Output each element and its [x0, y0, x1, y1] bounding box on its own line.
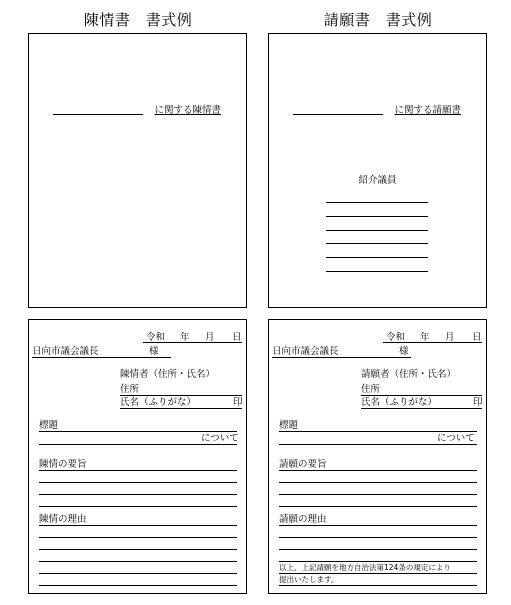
reason-label: 請願の理由 [279, 514, 327, 525]
closing-statement-line2: 提出いたします。 [279, 575, 339, 584]
gist-label: 請願の要旨 [279, 459, 327, 470]
request-example-heading: 請願書 書式例 [323, 11, 433, 29]
reason-line [39, 549, 237, 550]
closing-statement-line1: 以上、上記請願を地方自治法第124条の規定により [279, 563, 451, 572]
reason-line [279, 561, 477, 562]
gist-line [39, 482, 237, 483]
addressee-label: 日向市議会議長 [32, 346, 99, 357]
reason-line [279, 549, 477, 550]
reason-line [39, 537, 237, 538]
request-cover-sheet [268, 33, 487, 308]
name-label: 氏名（ふりがな） [120, 397, 197, 408]
petition-cover-sheet [28, 33, 247, 308]
honorific-label: 様 [149, 346, 159, 357]
reason-line [39, 525, 237, 526]
introducer-signature-line [326, 202, 428, 203]
date-underline [143, 342, 242, 343]
gist-line [279, 470, 477, 471]
date-underline [383, 342, 482, 343]
reason-label: 陳情の理由 [39, 514, 87, 525]
closing-line [279, 585, 477, 586]
reason-line [279, 525, 477, 526]
title-blank-line [53, 114, 143, 115]
day-label: 日 [232, 332, 242, 343]
seal-label: 印 [233, 397, 243, 408]
gist-line [39, 494, 237, 495]
introducer-signature-line [326, 216, 428, 217]
seal-label: 印 [473, 397, 483, 408]
year-label: 年 [420, 332, 430, 343]
gist-label: 陳情の要旨 [39, 459, 87, 470]
subject-line [279, 431, 477, 432]
petitioner-label: 陳情者（住所・氏名） [120, 369, 216, 380]
honorific-label: 様 [399, 346, 409, 357]
addressee-underline [272, 357, 411, 358]
month-label: 月 [445, 332, 455, 343]
request-title-suffix: に関する請願書 [394, 104, 461, 116]
gist-line [279, 506, 477, 507]
introducer-signature-line [326, 243, 428, 244]
title-blank-line [293, 114, 383, 115]
name-line [120, 408, 242, 409]
reason-line [39, 561, 237, 562]
addressee-label: 日向市議会議長 [272, 346, 339, 357]
gist-line [279, 494, 477, 495]
regarding-label: について [437, 433, 475, 444]
reason-line [39, 573, 237, 574]
month-label: 月 [205, 332, 215, 343]
introducer-label: 紹介議員 [358, 175, 397, 186]
gist-line [279, 482, 477, 483]
gist-line [39, 470, 237, 471]
subject-line [279, 444, 477, 445]
petition-example-heading: 陳情書 書式例 [83, 11, 193, 29]
date-row [269, 333, 486, 345]
subject-label: 標題 [279, 420, 299, 431]
gist-line [39, 506, 237, 507]
closing-line [279, 573, 477, 574]
subject-line [39, 444, 237, 445]
year-label: 年 [180, 332, 190, 343]
subject-line [39, 431, 237, 432]
day-label: 日 [472, 332, 482, 343]
regarding-label: について [201, 433, 239, 444]
petition-title-suffix: に関する陳情書 [154, 104, 221, 116]
introducer-signature-line [326, 271, 428, 272]
address-line [361, 395, 482, 396]
request-cover-title [293, 103, 461, 115]
introducer-signature-line [326, 230, 428, 231]
subject-label: 標題 [39, 420, 59, 431]
reason-line [279, 537, 477, 538]
name-label: 氏名（ふりがな） [361, 397, 438, 408]
addressee-underline [32, 357, 171, 358]
request-form-sheet [268, 319, 487, 594]
address-label: 住所 [120, 384, 140, 395]
era-label: 令和 [146, 332, 166, 343]
address-line [120, 395, 242, 396]
name-line [361, 408, 482, 409]
petition-form-sheet [28, 319, 247, 594]
address-label: 住所 [361, 384, 381, 395]
introducer-signature-line [326, 257, 428, 258]
era-label: 令和 [386, 332, 406, 343]
petition-cover-title [53, 103, 221, 115]
reason-line [39, 585, 237, 586]
date-row [29, 333, 246, 345]
petitioner-label: 請願者（住所・氏名） [361, 369, 457, 380]
